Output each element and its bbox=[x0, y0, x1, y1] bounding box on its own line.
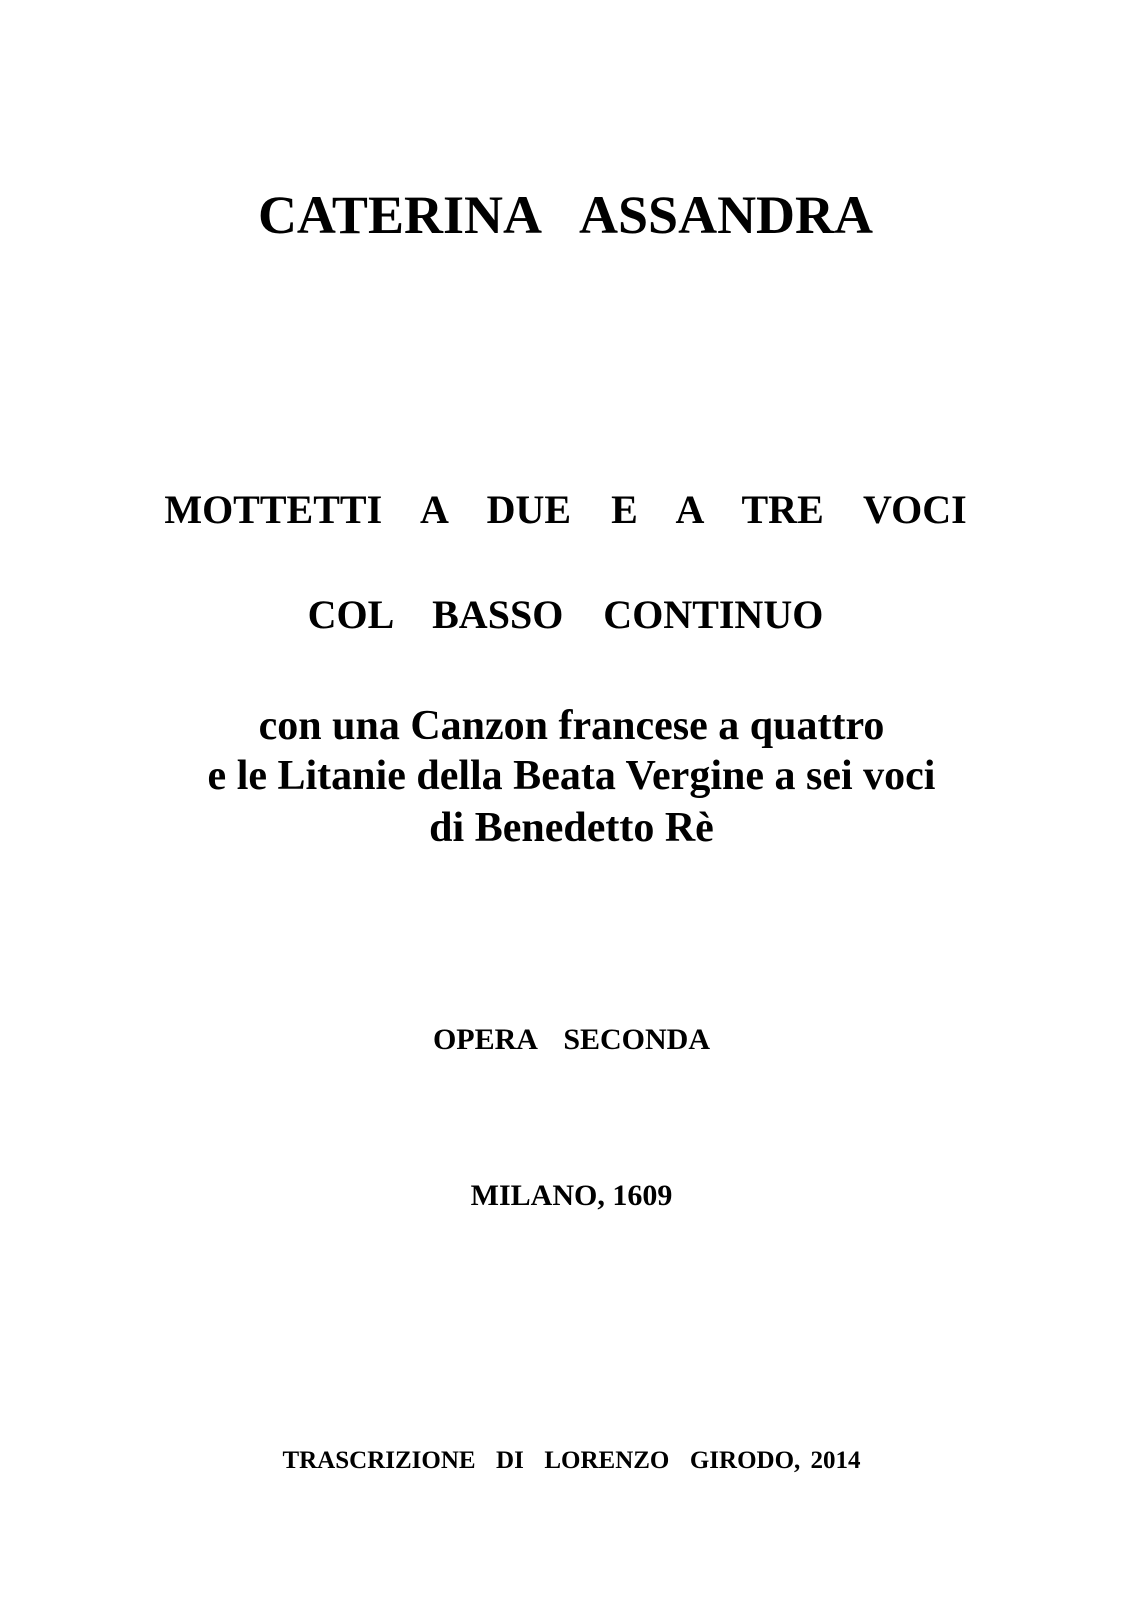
work-title-line-2: COL BASSO CONTINUO bbox=[307, 592, 824, 637]
subtitle-line-1: con una Canzon francese a quattro bbox=[258, 703, 885, 749]
transcription-credit: TRASCRIZIONE DI LORENZO GIRODO, 2014 bbox=[282, 1447, 861, 1474]
subtitle-line-3: di Benedetto Rè bbox=[429, 805, 714, 851]
subtitle-line-2: e le Litanie della Beata Vergine a sei voci bbox=[207, 753, 936, 799]
author-name: CATERINA ASSANDRA bbox=[257, 185, 874, 245]
imprint-place-date: MILANO, 1609 bbox=[470, 1179, 673, 1212]
opus-number: OPERA SECONDA bbox=[432, 1023, 711, 1056]
work-title-line-1: MOTTETTI A DUE E A TRE VOCI bbox=[164, 487, 967, 532]
